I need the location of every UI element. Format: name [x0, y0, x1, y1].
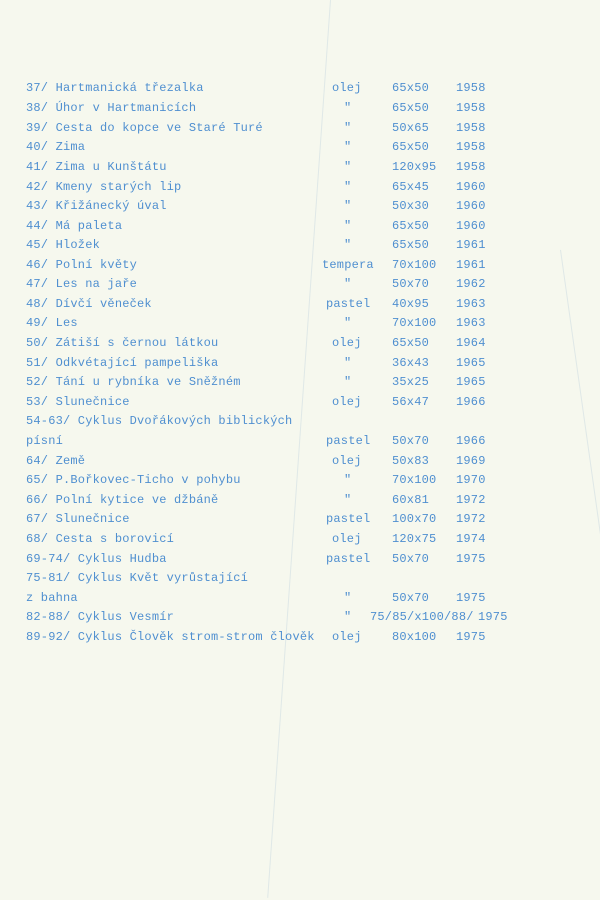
catalogue-entry [26, 509, 586, 529]
entry-year: 1975 [456, 552, 486, 566]
entry-title: 54-63/ Cyklus Dvořákových biblických [26, 414, 293, 428]
catalogue-entry [26, 529, 586, 549]
entry-size: 35x25 [392, 375, 430, 389]
entry-title: 43/ Křižánecký úval [26, 199, 167, 213]
entry-size: 65x50 [392, 336, 430, 350]
entry-size: 50x70 [392, 552, 430, 566]
entry-size: 60x81 [392, 493, 430, 507]
entry-year: 1960 [456, 219, 486, 233]
entry-title: 49/ Les [26, 316, 78, 330]
entry-title: 51/ Odkvétající pampeliška [26, 356, 219, 370]
entry-size: 65x50 [392, 101, 430, 115]
catalogue-entry [26, 333, 586, 353]
entry-title: 45/ Hložek [26, 238, 101, 252]
entry-technique: olej [332, 336, 362, 350]
entry-size: 65x45 [392, 180, 430, 194]
catalogue-entry [26, 196, 586, 216]
entry-size: 70x100 [392, 258, 437, 272]
entry-size: 120x95 [392, 160, 437, 174]
entry-size: 50x30 [392, 199, 430, 213]
entry-title: 46/ Polní květy [26, 258, 138, 272]
entry-title: z bahna [26, 591, 78, 605]
entry-technique: pastel [326, 297, 371, 311]
catalogue-entry [26, 98, 586, 118]
entry-title: 44/ Má paleta [26, 219, 123, 233]
entry-year: 1969 [456, 454, 486, 468]
entry-title: 52/ Tání u rybníka ve Sněžném [26, 375, 241, 389]
entry-size: 50x70 [392, 277, 430, 291]
entry-title: 69-74/ Cyklus Hudba [26, 552, 167, 566]
entry-year: 1974 [456, 532, 486, 546]
entry-size: 65x50 [392, 219, 430, 233]
entry-size: 50x65 [392, 121, 430, 135]
entry-technique: olej [332, 630, 362, 644]
entry-year: 1975 [456, 630, 486, 644]
entry-title: 42/ Kmeny starých lip [26, 180, 182, 194]
entry-technique: olej [332, 395, 362, 409]
entry-title: 65/ P.Bořkovec-Ticho v pohybu [26, 473, 241, 487]
entry-title: 64/ Země [26, 454, 86, 468]
entry-year: 1963 [456, 297, 486, 311]
entry-title: 38/ Úhor v Hartmanicích [26, 101, 197, 115]
entry-year: 1966 [456, 434, 486, 448]
entry-technique: " [344, 493, 352, 507]
entry-title: 47/ Les na jaře [26, 277, 138, 291]
entry-technique: " [344, 219, 352, 233]
entry-title: 66/ Polní kytice ve džbáně [26, 493, 219, 507]
entry-size: 65x50 [392, 140, 430, 154]
catalogue-entry [26, 451, 586, 471]
entry-size: 70x100 [392, 316, 437, 330]
entry-year: 1963 [456, 316, 486, 330]
entry-year: 1958 [456, 140, 486, 154]
catalogue-entry [26, 294, 586, 314]
entry-year: 1958 [456, 160, 486, 174]
entry-title: 53/ Slunečnice [26, 395, 130, 409]
entry-year: 1965 [456, 375, 486, 389]
entry-year: 1958 [456, 101, 486, 115]
entry-year: 1975 [456, 591, 486, 605]
entry-year: 1960 [456, 199, 486, 213]
catalogue-entry [26, 274, 586, 294]
entry-title: písní [26, 434, 64, 448]
entry-size: 65x50 [392, 81, 430, 95]
entry-size: 120x75 [392, 532, 437, 546]
entry-title: 67/ Slunečnice [26, 512, 130, 526]
entry-technique: olej [332, 532, 362, 546]
catalogue-entry [26, 177, 586, 197]
entry-technique: " [344, 473, 352, 487]
entry-year: 1972 [456, 493, 486, 507]
entry-technique: " [344, 140, 352, 154]
catalogue-entry [26, 78, 586, 98]
catalogue-entry [26, 490, 586, 510]
entry-technique: olej [332, 454, 362, 468]
entry-title: 50/ Zátiší s černou látkou [26, 336, 219, 350]
entry-technique: " [344, 277, 352, 291]
entry-year: 1958 [456, 81, 486, 95]
catalogue-entry [26, 313, 586, 333]
entry-size: 80x100 [392, 630, 437, 644]
entry-year: 1972 [456, 512, 486, 526]
entry-technique: " [344, 160, 352, 174]
entry-year: 1962 [456, 277, 486, 291]
catalogue-entry [26, 255, 586, 275]
entry-size: 75/85/x100/88/ [370, 610, 474, 624]
entry-title: 39/ Cesta do kopce ve Staré Turé [26, 121, 263, 135]
entry-technique: " [344, 375, 352, 389]
catalogue-entry [26, 216, 586, 236]
entry-technique: " [344, 238, 352, 252]
entry-technique: pastel [326, 552, 371, 566]
entry-technique: " [344, 180, 352, 194]
catalogue-entry [26, 235, 586, 255]
catalogue-entry [26, 137, 586, 157]
catalogue-entry [26, 353, 586, 373]
entry-size: 56x47 [392, 395, 430, 409]
entry-size: 50x83 [392, 454, 430, 468]
entry-technique: tempera [322, 258, 374, 272]
catalogue-entry [26, 411, 586, 431]
entry-size: 70x100 [392, 473, 437, 487]
entry-year: 1970 [456, 473, 486, 487]
entry-technique: olej [332, 81, 362, 95]
catalogue-entry [26, 607, 586, 627]
entry-year: 1958 [456, 121, 486, 135]
entry-title: 89-92/ Cyklus Člověk strom-strom člověk [26, 630, 315, 644]
entry-year: 1966 [456, 395, 486, 409]
entry-technique: " [344, 316, 352, 330]
entry-title: 82-88/ Cyklus Vesmír [26, 610, 175, 624]
catalogue-entry [26, 372, 586, 392]
entry-size: 50x70 [392, 591, 430, 605]
entry-title: 40/ Zima [26, 140, 86, 154]
entry-size: 40x95 [392, 297, 430, 311]
entry-size: 50x70 [392, 434, 430, 448]
entry-technique: " [344, 199, 352, 213]
catalogue-entry [26, 470, 586, 490]
catalogue-entry [26, 157, 586, 177]
entry-title: 48/ Dívčí věneček [26, 297, 152, 311]
entry-technique: pastel [326, 434, 371, 448]
entry-size: 36x43 [392, 356, 430, 370]
catalogue-entry [26, 431, 586, 451]
entry-year: 1964 [456, 336, 486, 350]
catalogue-entry [26, 118, 586, 138]
catalogue-entry [26, 588, 586, 608]
entry-technique: " [344, 356, 352, 370]
catalogue-entry [26, 627, 586, 647]
catalogue-entry [26, 549, 586, 569]
entry-year: 1961 [456, 258, 486, 272]
entry-size: 100x70 [392, 512, 437, 526]
entry-technique: pastel [326, 512, 371, 526]
entry-year: 1975 [478, 610, 508, 624]
entry-year: 1961 [456, 238, 486, 252]
entry-title: 68/ Cesta s borovicí [26, 532, 175, 546]
catalogue-entry [26, 392, 586, 412]
entry-technique: " [344, 591, 352, 605]
entry-technique: " [344, 101, 352, 115]
entry-title: 75-81/ Cyklus Květ vyrůstající [26, 571, 249, 585]
entry-year: 1960 [456, 180, 486, 194]
entry-title: 37/ Hartmanická třezalka [26, 81, 204, 95]
entry-title: 41/ Zima u Kunštátu [26, 160, 167, 174]
entry-size: 65x50 [392, 238, 430, 252]
catalogue-entry [26, 568, 586, 588]
entry-year: 1965 [456, 356, 486, 370]
entry-technique: " [344, 610, 352, 624]
entry-technique: " [344, 121, 352, 135]
